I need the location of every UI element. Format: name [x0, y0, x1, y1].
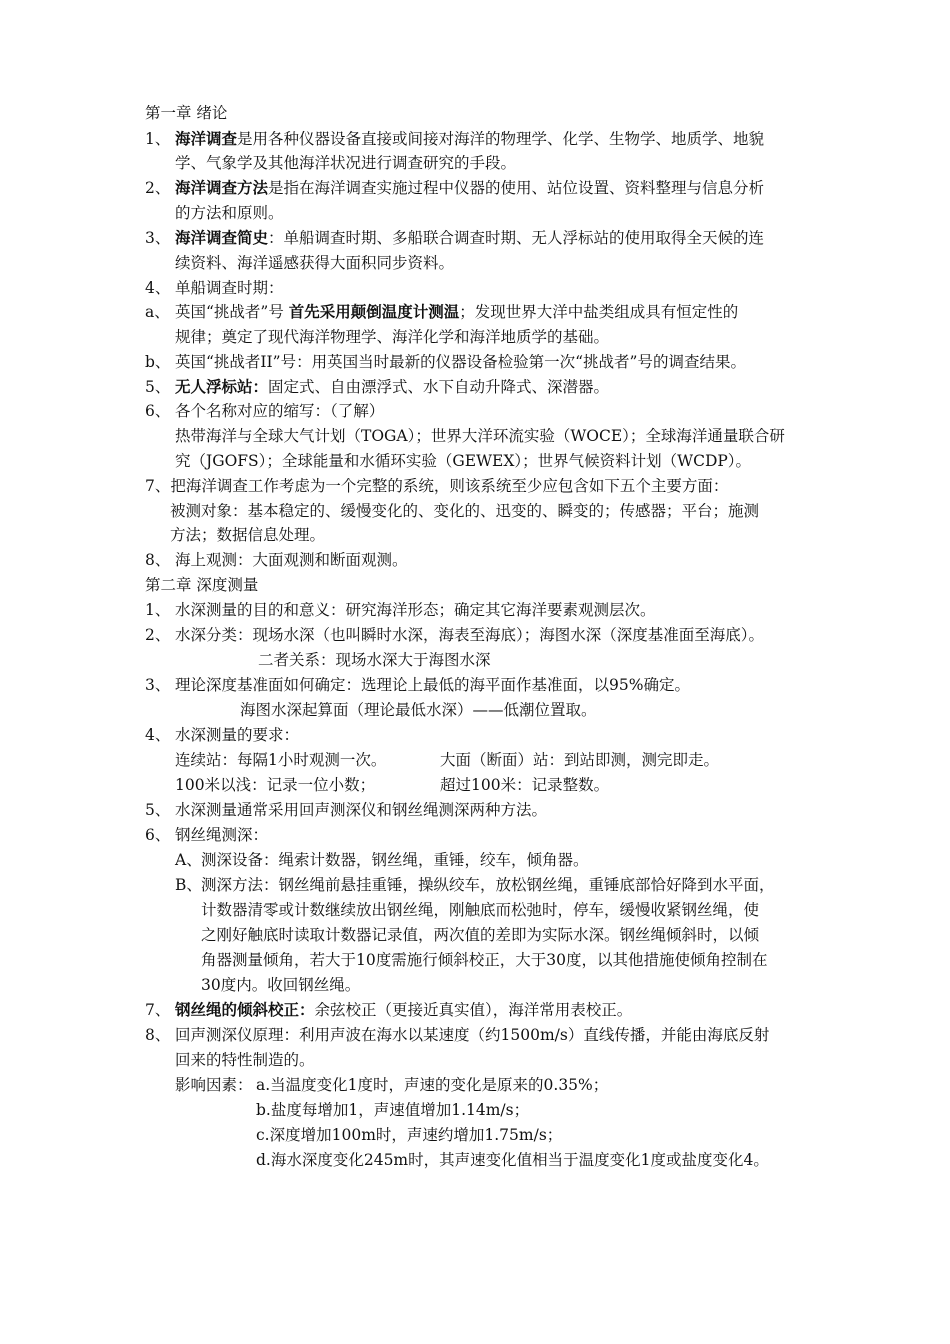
requirement-shallow: 100米以浅：记录一位小数； [175, 776, 376, 794]
requirement-deep: 超过100米：记录整数。 [440, 776, 610, 794]
item-text: 英国“挑战者”号 [175, 303, 289, 321]
subitem-letter: B、 [175, 876, 202, 894]
term-unmanned-buoy: 无人浮标站： [175, 377, 269, 396]
item-number: 5、 [145, 378, 171, 396]
subitem-letter: A、 [175, 851, 202, 869]
item-1-line-1 [175, 127, 764, 152]
item-number: 7、 [145, 1001, 171, 1019]
chart-datum-note: 海图水深起算面（理论最低水深）——低潮位置取。 [240, 701, 597, 719]
factor-b: b.盐度每增加1，声速值增加1.14m/s； [256, 1101, 530, 1119]
term-reversing-thermometer: 首先采用颠倒温度计测温 [288, 302, 460, 321]
item-letter: a、 [145, 303, 170, 321]
item-3-line-2: 续资料、海洋遥感获得大面积同步资料。 [175, 254, 455, 272]
item-number: 5、 [145, 801, 171, 819]
factor-a: a.当温度变化1度时，声速的变化是原来的0.35%； [256, 1076, 609, 1094]
item-text: 水深分类：现场水深（也叫瞬时水深，海表至海底）；海图水深（深度基准面至海底）。 [175, 626, 765, 644]
item-text: 是指在海洋调查实施过程中仪器的使用、站位设置、资料整理与信息分析 [268, 179, 765, 197]
item-1-line-2: 学、气象学及其他海洋状况进行调查研究的手段。 [175, 154, 517, 172]
item-number: 6、 [145, 826, 171, 844]
relation-note: 二者关系：现场水深大于海图水深 [258, 651, 491, 669]
item-number: 3、 [145, 229, 171, 247]
item-7-line-2: 被测对象：基本稳定的、缓慢变化的、变化的、迅变的、瞬变的；传感器；平台；施测 [170, 502, 760, 520]
item-number: 4、 [145, 279, 171, 297]
factor-d: d.海水深度变化245m时，其声速变化值相当于温度变化1度或盐度变化4。 [256, 1151, 769, 1169]
item-text: 固定式、自由漂浮式、水下自动升降式、深潜器。 [268, 378, 610, 396]
term-survey-history: 海洋调查简史 [175, 228, 269, 247]
requirement-continuous: 连续站：每隔1小时观测一次。 [175, 751, 387, 769]
item-number: 1、 [145, 601, 171, 619]
item-3-line-1 [175, 226, 764, 251]
subitem-text: 测深设备：绳索计数器，钢丝绳，重锤，绞车，倾角器。 [201, 851, 589, 869]
item-text: 钢丝绳测深： [175, 826, 269, 844]
item-7-text: 7、把海洋调查工作考虑为一个完整的系统，则该系统至少应包含如下五个主要方面： [145, 477, 729, 495]
item-number: 6、 [145, 402, 171, 420]
item-number: 8、 [145, 1026, 171, 1044]
item-2-line-2: 的方法和原则。 [175, 204, 284, 222]
item-text: 水深测量的要求： [175, 726, 300, 744]
item-text: 余弦校正（更接近真实值），海洋常用表校正。 [314, 1001, 633, 1019]
item-text: 水深测量通常采用回声测深仪和钢丝绳测深两种方法。 [175, 801, 548, 819]
item-4-text: 单船调查时期： [175, 279, 284, 297]
item-5-line-1 [175, 375, 609, 400]
item-8-text: 海上观测：大面观测和断面观测。 [175, 551, 408, 569]
item-2-line-1 [175, 176, 764, 201]
item-text: 是用各种仪器设备直接或间接对海洋的物理学、化学、生物学、地质学、地貌 [237, 130, 765, 148]
item-number: 2、 [145, 179, 171, 197]
item-6-line-2: 热带海洋与全球大气计划（TOGA）；世界大洋环流实验（WOCE）；全球海洋通量联合研 [175, 427, 785, 445]
item-6-line-3: 究（JGOFS）；全球能量和水循环实验（GEWEX）；世界气候资料计划（WCDP）。 [175, 452, 752, 470]
subitem-text: 计数器清零或计数继续放出钢丝绳，刚触底而松弛时，停车，缓慢收紧钢丝绳，使 [201, 901, 760, 919]
factor-c: c.深度增加100m时，声速约增加1.75m/s； [256, 1126, 563, 1144]
item-number: 8、 [145, 551, 171, 569]
subitem-text: 之刚好触底时读取计数器记录值，两次值的差即为实际水深。钢丝绳倾斜时，以倾 [201, 926, 760, 944]
item-number: 2、 [145, 626, 171, 644]
item-6-text: 各个名称对应的缩写：（了解） [175, 402, 385, 420]
item-text: 回来的特性制造的。 [175, 1051, 315, 1069]
term-survey-method: 海洋调查方法 [175, 178, 269, 197]
item-text: 回声测深仪原理：利用声波在海水以某速度（约1500m/s）直线传播，并能由海底反射 [175, 1026, 770, 1044]
item-number: 1、 [145, 130, 171, 148]
item-a-line-1 [175, 300, 738, 325]
chapter-2-heading: 第二章 深度测量 [145, 576, 259, 594]
subitem-text: 30度内。收回钢丝绳。 [201, 976, 361, 994]
item-7-line [175, 998, 632, 1023]
item-letter: b、 [145, 353, 171, 371]
term-ocean-survey: 海洋调查 [175, 129, 238, 148]
chapter-1-heading: 第一章 绪论 [145, 104, 228, 122]
requirement-section: 大面（断面）站：到站即测，测完即走。 [440, 751, 720, 769]
term-tilt-correction: 钢丝绳的倾斜校正： [175, 1000, 315, 1019]
item-a-line-2: 规律；奠定了现代海洋物理学、海洋化学和海洋地质学的基础。 [175, 328, 610, 346]
item-number: 3、 [145, 676, 171, 694]
subitem-text: 角器测量倾角，若大于10度需施行倾斜校正，大于30度，以其他措施使倾角控制在 [201, 951, 768, 969]
factors-label: 影响因素： [175, 1076, 253, 1094]
item-7-line-3: 方法；数据信息处理。 [170, 526, 326, 544]
subitem-text: 测深方法：钢丝绳前悬挂重锤，操纵绞车，放松钢丝绳，重锤底部恰好降到水平面， [201, 876, 775, 894]
item-text: 理论深度基准面如何确定：选理论上最低的海平面作基准面，以95%确定。 [175, 676, 690, 694]
item-text: ；发现世界大洋中盐类组成具有恒定性的 [459, 303, 739, 321]
item-text: 水深测量的目的和意义：研究海洋形态；确定其它海洋要素观测层次。 [175, 601, 656, 619]
item-number: 4、 [145, 726, 171, 744]
item-b-text: 英国“挑战者II”号：用英国当时最新的仪器设备检验第一次“挑战者”号的调查结果。 [175, 353, 746, 371]
item-text: ：单船调查时期、多船联合调查时期、无人浮标站的使用取得全天候的连 [268, 229, 765, 247]
